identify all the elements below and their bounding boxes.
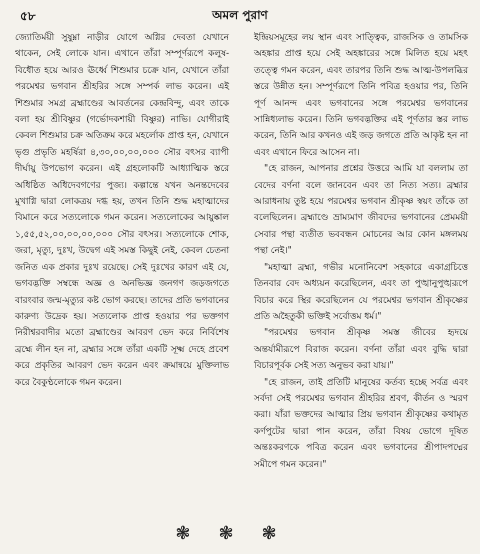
right-paragraph: "হে রাজন, আপনার প্রশ্নের উত্তরে আমি যা বললাম তা বেদের বর্ণনা বলে জানবেন এবং তা নিত্য সত্য। ব্রহ্মার আরাধনায় তুষ্ট হয়ে পরমেশ্বর ভগবান শ্রীকৃষ্ণ স্বয়ং তাঁকে তা বলেছিলেন। ব্রহ্মাণ্ডে ভ্রাম্যমাণ জীবদের ভগবানের প্রেমময়ী সেবার পন্থা ব্যতীত ভববন্ধন মোচনের আর কোন মঙ্গলময় পন্থা নেই।" (254, 164, 468, 257)
right-paragraph: ইন্দ্রিয়সমূহের লয় স্থান এবং সাত্ত্বিক, রাজসিক ও তামসিক অহঙ্কার প্রাপ্ত হয়ে সেই অহঙ্কারের সঙ্গে মিলিত হয়ে মহৎ তত্ত্বে গমন করেন, এবং তারপর তিনি শুদ্ধ আত্ম-উপলব্ধির স্তরে উন্নীত হন। সম্পূর্ণরূপে তিনি পবিত্র হওয়ার পর, তিনি পূর্ণ আনন্দ এবং ভগবানের সঙ্গে পরমেশ্বর ভগবানের সান্নিধ্যলাভ করেন। তিনি ভগবদ্ভক্তির এই পূর্ণতার স্তর লাভ করেন, তিনি আর কখনও এই জড় জগতে প্রতি আকৃষ্ট হন না এবং এখানে ফিরে আসেন না। (254, 33, 468, 158)
flower-ornament-icon: ❃ (218, 523, 262, 544)
page-number: ৫৮ (20, 9, 36, 23)
running-title: অমল পুরাণ (212, 8, 268, 22)
right-column (254, 30, 468, 473)
right-paragraph: "পরমেশ্বর ভগবান শ্রীকৃষ্ণ সমস্ত জীবের হৃদয়ে অন্তর্যামীরূপে বিরাজ করেন। বর্ণনা তাঁরা এবং বুদ্ধি দ্বারা বিচারপূর্বক সেই সত্য অনুভব করা যায়।" (254, 328, 468, 372)
footer-ornaments (0, 523, 480, 544)
left-paragraph: জ্যোতির্ময়ী সুষুম্না নাড়ীর যোগে অগ্নির দেবতা যেখানে থাকেন, সেই লোকে যান। এখানে তাঁরা সম্পূর্ণরূপে কলুষ-বিধৌত হয়ে আরও ঊর্ধ্বে শিশুমার চক্রে যান, যেখানে তাঁরা পরমেশ্বর ভগবান শ্রীহরির সঙ্গে সম্পর্ক লাভ করেন। এই শিশুমার সমগ্র ব্রহ্মাণ্ডের আবর্তনের কেন্দ্রবিন্দু, এবং তাকে বলা হয় শ্রীবিষ্ণুর (গর্ভোদকশায়ী বিষ্ণুর) নাভি। যোগীরাই কেবল শিশুমার চক্র অতিক্রম করে মহর্লোক প্রাপ্ত হন, যেখানে ভৃগু প্রভৃতি মহর্ষিরা ৪,৩০,০০,০০,০০০ সৌর বৎসর ব্যাপী দীর্ঘায়ু উপভোগ করেন। এই গ্রহলোকটি আধ্যাত্মিক স্তরে অধিষ্ঠিত অধিদেবগণের পুজ্য। কল্পান্তে যখন অনন্তদেবের মুখাগ্নি দ্বারা লোকত্রয় দগ্ধ হয়, তখন তিনি শুদ্ধ মহাত্মাদের বিমানে করে সত্যলোকে গমন করেন। সত্যলোকের আয়ুষ্কাল ১,৫৫,৫২,০০,০০,০০,০০০ সৌর বৎসর। সত্যলোকে শোক, জরা, মৃত্যু, দুঃখ, উদ্বেগ এই সমস্ত কিছুই নেই, কেবল চেতনা জনিত এক প্রকার দুঃখ রয়েছে। সেই দুঃখের কারণ এই যে, ভগবদ্ভক্তি সম্বন্ধে অজ্ঞ ও অনভিজ্ঞ জনগণ জড়জগতে বারংবার জন্ম-মৃত্যুর কষ্ট ভোগ করছে। তাদের প্রতি ভগবানের কারুণ্য উদ্রেক হয়। সত্যলোক প্রাপ্ত হওয়ার পর ভক্তগণ নিরীশ্বরবাদীর মতো ব্রহ্মাণ্ডের আবরণ ভেদ করে নির্বিশেষ ব্রহ্মে লীন হন না, ব্রহ্মার সঙ্গে তাঁরা একটি সূক্ষ্ম দেহে প্রবেশ করে প্রকৃতির আবরণ ভেদ করেন এবং ক্রমান্বয়ে মুক্তিলাভ করে বৈকুণ্ঠলোকে গমন করেন। (15, 33, 229, 388)
left-column (15, 30, 229, 391)
flower-ornament-icon: ❃ (175, 523, 219, 544)
flower-ornament-icon: ❃ (261, 523, 305, 544)
right-paragraph: "হে রাজন, তাই প্রতিটি মানুষের কর্তব্য হচ্ছে সর্বত্র এবং সর্বদা সেই পরমেশ্বর ভগবান শ্রীহরির শ্রবণ, কীর্তন ও স্মরণ করা। যাঁরা ভক্তদের আত্মার প্রিয় ভগবান শ্রীকৃষ্ণের কথামৃত কর্ণপুটের দ্বারা পান করেন, তাঁরা বিষয় ভোগে দূষিত অন্তঃকরণকে পবিত্র করেন এবং ভগবানের শ্রীপাদপদ্মের সমীপে গমন করেন।" (254, 377, 468, 470)
page-header (0, 4, 480, 24)
right-paragraph: "মহাত্মা ব্রহ্মা, গভীর মনোনিবেশ সহকারে একাগ্রচিত্তে তিনবার বেদ অধ্যয়ন করেছিলেন, এবং তা পুঙ্খানুপুঙ্খরূপে বিচার করে স্থির করেছিলেন যে পরমেশ্বর ভগবান শ্রীকৃষ্ণের প্রতি অহৈতুকী ভক্তিই সর্বোত্তম ধর্ম।" (254, 262, 468, 322)
